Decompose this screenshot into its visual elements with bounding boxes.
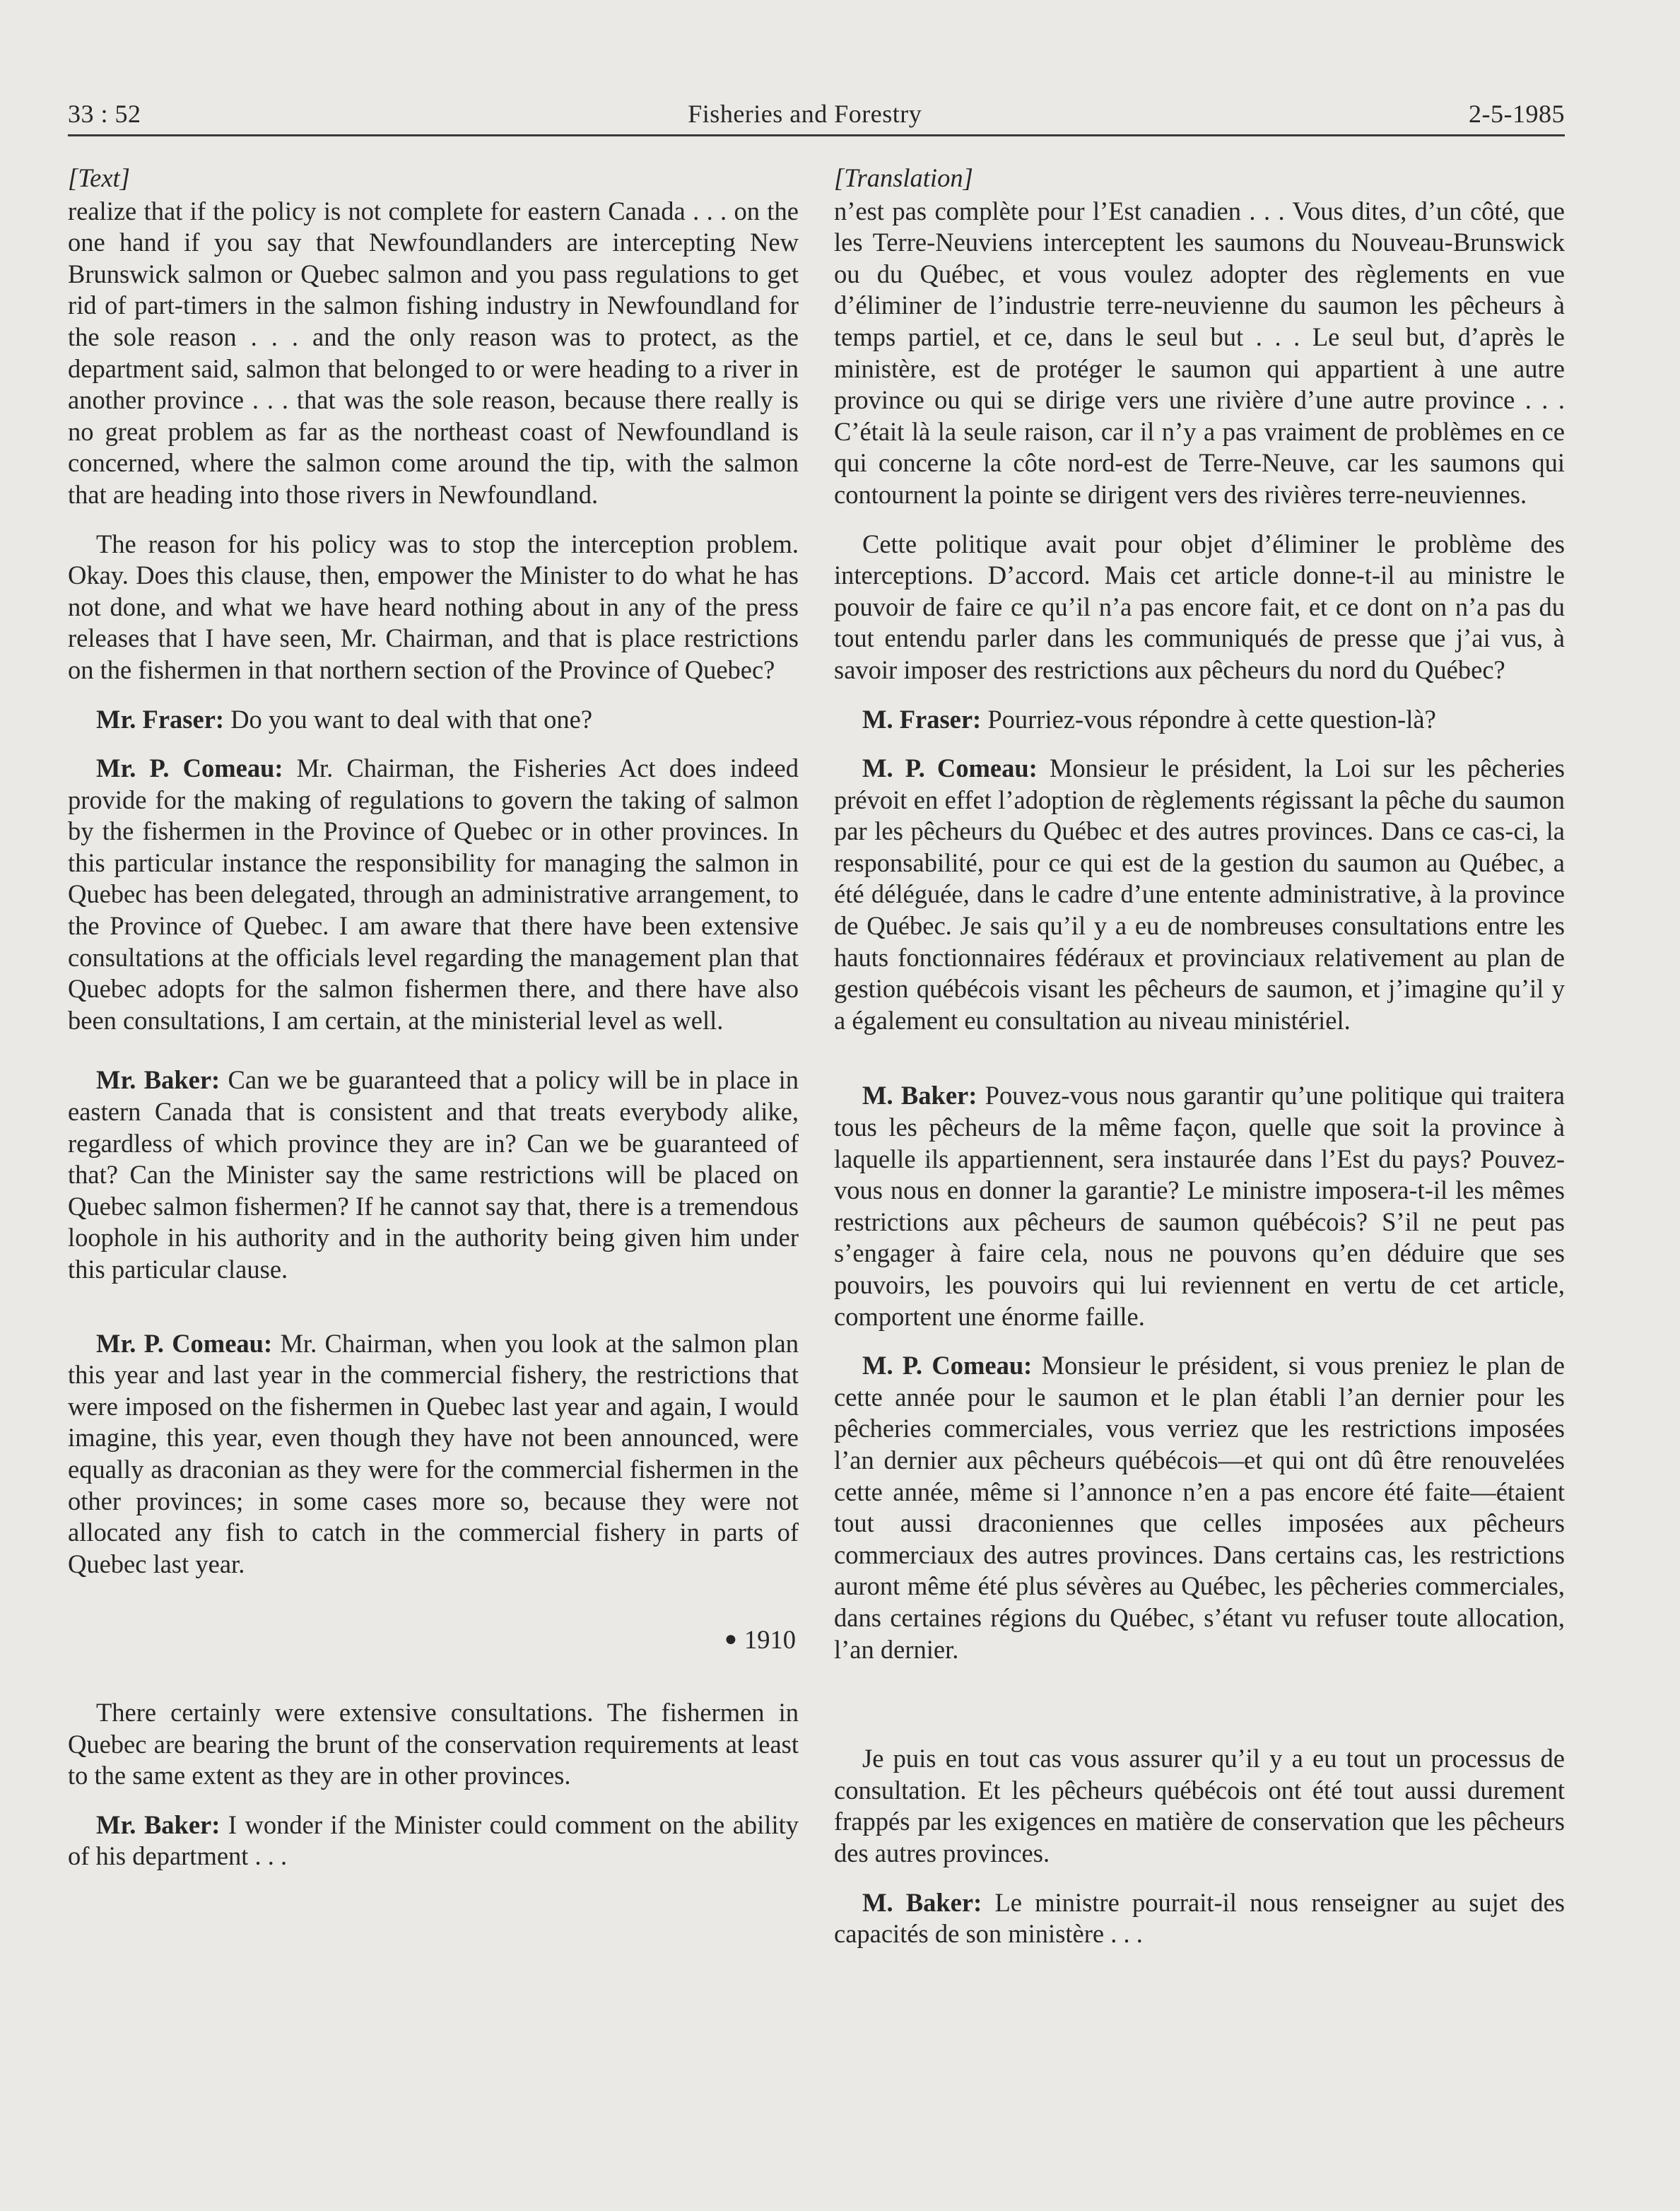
speech-comeau (834, 1350, 1565, 1665)
speech-text: Le ministre pourrait-il nous renseigner au sujet des capacités de son ministère . . . (834, 1887, 1565, 1949)
speaker-name: M. Fraser: (862, 704, 982, 734)
timecode-value: 1910 (744, 1625, 796, 1655)
paragraph: There certainly were extensive consultations. The fishermen in Quebec are bearing the brunt of the conservation requirements at least to the same extent as they are in other provinces. (68, 1697, 799, 1790)
speech-text: Do you want to deal with that one? (224, 704, 593, 734)
speech-text: Pourriez-vous répondre à cette question-là? (981, 704, 1436, 734)
speaker-name: Mr. P. Comeau: (96, 753, 283, 783)
speaker-name: Mr. P. Comeau: (96, 1328, 273, 1358)
paragraph: realize that if the policy is not complete for eastern Canada . . . on the one hand if you say that Newfoundlanders are intercepting New Brunswick salmon or Quebec salmon and you pass regulations to get rid of part-timers in the salmon fishing industry in Newfoundland for the sole reason . . . and the only reason was to protect, as the department said, salmon that belonged to or were heading to a river in another province . . . that was the sole reason, because there really is no great problem as far as the northeast coast of Newfoundland is concerned, where the salmon come around the tip, with the salmon that are heading into those rivers in Newfoundland. (68, 196, 799, 509)
paragraph-text: Je puis en tout cas vous assurer qu’il y a eu tout un processus de consultation. Et les pêcheurs québécois ont été tout aussi durement frappés par les exigences en matière de conservation que les pêcheurs des autres provinces. (834, 1744, 1565, 1867)
paragraph: Cette politique avait pour objet d’éliminer le problème des interceptions. D’accord. Mais cet article donne-t-il au ministre le pouvoir de faire ce qu’il n’a pas encore fait, et ce dont on n’a pas du tout entendu parler dans les communiqués de presse que j’ai vus, à savoir imposer des restrictions aux pêcheurs du nord du Québec? (834, 529, 1565, 684)
running-head (68, 99, 1565, 129)
paragraph: The reason for his policy was to stop the interception problem. Okay. Does this clause, then, empower the Minister to do what he has not done, and what we have heard nothing about in any of the press releases that I have seen, Mr. Chairman, and that is place restrictions on the fishermen in that northern section of the Province of Quebec? (68, 529, 799, 684)
header-rule (68, 134, 1565, 136)
english-column (68, 163, 799, 1890)
speaker-name: Mr. Baker: (96, 1810, 221, 1839)
speech-comeau (834, 753, 1565, 1036)
speaker-name: M. Baker: (862, 1081, 977, 1110)
paragraph (834, 1743, 1565, 1869)
speech-baker (834, 1887, 1565, 1950)
french-column (834, 163, 1565, 1968)
page-number: 33 : 52 (68, 100, 141, 128)
speech-text: Monsieur le président, si vous preniez le plan de cette année pour le saumon et le plan établi l’an dernier pour les pêcheries commerciales, vous verriez que les restrictions imposées l’an dernier aux pêcheurs québécois—et qui ont dû être renouvelées cette année, même si l’annonce n’en a pas encore été faite—étaient tout aussi draconiennes que celles imposées aux pêcheurs commerciaux des autres provinces. Dans certains cas, les restrictions auront même été plus sévères au Québec, les pêcheries commerciales, dans certaines régions du Québec, s’étant vu refuser toute allocation, l’an dernier. (834, 1351, 1565, 1664)
timecode (68, 1624, 799, 1656)
speech-fraser (834, 704, 1565, 736)
speaker-name: M. Baker: (862, 1887, 982, 1917)
speech-baker (834, 1080, 1565, 1332)
speech-baker (68, 1810, 799, 1872)
column-label: [Translation] (834, 163, 973, 192)
page-date: 2-5-1985 (1469, 100, 1565, 128)
bullet-icon: ● (724, 1627, 737, 1651)
speech-comeau (68, 1328, 799, 1580)
paragraph: n’est pas complète pour l’Est canadien . . . Vous dites, d’un côté, que les Terre-Neuviens interceptent les saumons du Nouveau-Brunswick ou du Québec, et vous voulez adopter des règlements en vue d’éliminer de l’industrie terre-neuvienne du saumon les pêcheurs à temps partiel, et ce, dans le seul but . . . Le seul but, d’après le ministère, est de protéger le saumon qui appartient à une autre province ou qui se dirige vers une rivière d’une autre province . . . C’était là la seule raison, car il n’y a pas vraiment de problèmes en ce qui concerne la côte nord-est de Terre-Neuve, car les saumons qui contournent la pointe se dirigent vers des rivières terre-neuviennes. (834, 196, 1565, 509)
speaker-name: Mr. Baker: (96, 1065, 221, 1095)
publication-title: Fisheries and Forestry (688, 100, 922, 128)
speech-text: Monsieur le président, la Loi sur les pêcheries prévoit en effet l’adoption de règlements régissant la pêche du saumon par les pêcheurs du Québec et des autres provinces. Dans ce cas-ci, la responsabilité, pour ce qui est de la gestion du saumon au Québec, a été déléguée, dans le cadre d’une entente administrative, à la province de Québec. Je sais qu’il y a eu de nombreuses consultations entre les hauts fonctionnaires fédéraux et provinciaux relativement au plan de gestion québécois visant les pêcheurs de saumon, et j’imagine qu’il y a également eu consultation au niveau ministériel. (834, 753, 1565, 1035)
speaker-name: M. P. Comeau: (862, 753, 1038, 783)
speech-text: Mr. Chairman, the Fisheries Act does indeed provide for the making of regulations to govern the taking of salmon by the fishermen in the Province of Quebec or in other provinces. In this particular instance the responsibility for managing the salmon in Quebec has been delegated, through an administrative arrangement, to the Province of Quebec. I am aware that there have been extensive consultations at the officials level regarding the management plan that Quebec adopts for the salmon fishermen there, and there have also been consultations, I am certain, at the ministerial level as well. (68, 753, 799, 1035)
speech-comeau (68, 753, 799, 1036)
speech-text: Can we be guaranteed that a policy will be in place in eastern Canada that is consistent and that treats everybody alike, regardless of which province they are in? Can we be guaranteed of that? Can the Minister say the same restrictions will be placed on Quebec salmon fishermen? If he cannot say that, there is a tremendous loophole in his authority and in the authority being given him under this particular clause. (68, 1065, 799, 1284)
speech-fraser (68, 704, 799, 736)
speech-text: Mr. Chairman, when you look at the salmon plan this year and last year in the commercial fishery, the restrictions that were imposed on the fishermen in Quebec last year and again, I would imagine, this year, even though they have not been announced, were equally as draconian as they were for the commercial fishermen in the other provinces; in some cases more so, because they were not allocated any fish to catch in the commercial fishery in parts of Quebec last year. (68, 1328, 799, 1578)
speaker-name: M. P. Comeau: (862, 1351, 1033, 1380)
speech-baker (68, 1065, 799, 1285)
speaker-name: Mr. Fraser: (96, 704, 225, 734)
column-label: [Text] (68, 163, 130, 192)
speech-text: Pouvez-vous nous garantir qu’une politique qui traitera tous les pêcheurs de la même façon, quelle que soit la province à laquelle ils appartiennent, sera instaurée dans l’Est du pays? Pouvez-vous nous en donner la garantie? Le ministre imposera-t-il les mêmes restrictions aux pêcheurs de saumon québécois? S’il ne peut pas s’engager à faire cela, nous ne pouvons qu’en déduire que ses pouvoirs, les pouvoirs qui lui reviennent en vertu de cet article, comportent une énorme faille. (834, 1081, 1565, 1331)
speech-text: I wonder if the Minister could comment on the ability of his department . . . (68, 1810, 799, 1871)
